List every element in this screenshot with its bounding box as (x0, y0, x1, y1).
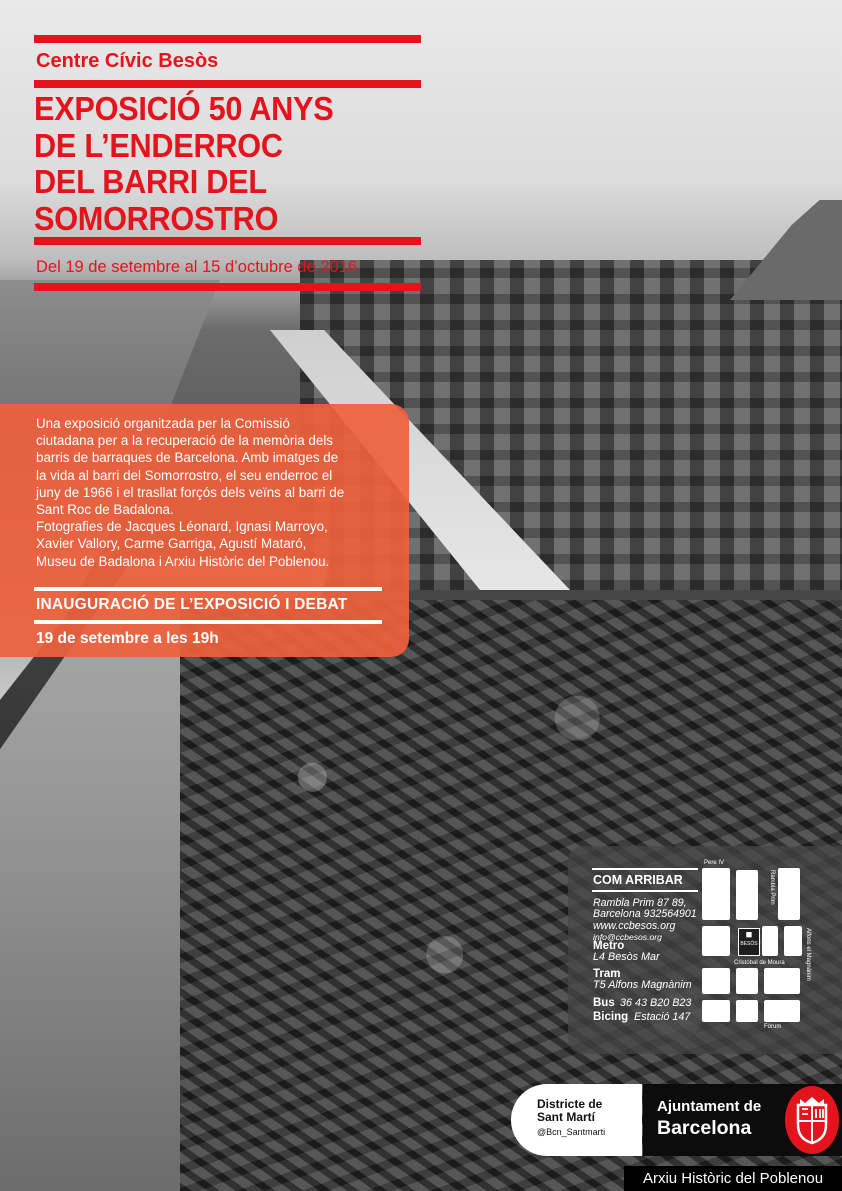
map-block (784, 926, 802, 956)
building-icon: ■ (745, 929, 753, 941)
metro-label: Metro (593, 940, 625, 952)
map-block (778, 868, 800, 920)
map-block (702, 1000, 730, 1022)
district-handle: @Bcn_Santmarti (537, 1127, 606, 1137)
website-link[interactable]: www.ccbesos.org (593, 919, 676, 932)
exhibition-dates: Del 19 de setembre al 15 d’octubre de 2016 (36, 258, 358, 276)
description-line: ciutadana per a la recuperació de la memòria dels (36, 433, 333, 449)
email-link[interactable]: info@ccbesos.org (593, 932, 662, 943)
map-venue-marker (738, 928, 760, 956)
map-block (736, 870, 758, 920)
info-box (0, 404, 409, 657)
bus-value: 36 43 B20 B23 (620, 997, 692, 1009)
info-rule-top (34, 587, 382, 591)
district-name (537, 1098, 602, 1124)
directions-panel (568, 846, 842, 1054)
event-time: 19 de setembre a les 19h (36, 630, 219, 647)
map-street-alfons: Alfons el Magnànim (805, 928, 811, 981)
photo-credit: Arxiu Històric del Poblenou (624, 1166, 842, 1191)
description-line: Museu de Badalona i Arxiu Històric del Poblenou. (36, 553, 330, 569)
directions-rule-top (592, 868, 698, 870)
title-line: SOMORROSTRO (34, 199, 279, 237)
map-street-cristobal: Cristóbal de Moura (734, 960, 785, 966)
bus-label: Bus (593, 997, 615, 1009)
tram-label: Tram (593, 968, 621, 980)
map-block (702, 926, 730, 956)
description-line: Fotografies de Jacques Léonard, Ignasi Marroyo, (36, 519, 328, 535)
map-block (762, 926, 778, 956)
title-line: DE L’ENDERROC (34, 126, 283, 164)
city-council-logo (643, 1084, 842, 1156)
exhibition-description (36, 415, 382, 570)
exhibition-title (34, 91, 406, 237)
bicing-value: Estació 147 (634, 1011, 691, 1023)
venue-name: Centre Cívic Besòs (36, 50, 219, 72)
metro-value: L4 Besòs Mar (593, 951, 660, 963)
district-line: Districte de (537, 1097, 603, 1111)
description-line: Una exposició organitzada per la Comissió (36, 416, 290, 431)
description-line: barris de barraques de Barcelona. Amb imatges de (36, 450, 339, 466)
photo-mountain (730, 200, 842, 300)
description-line: la vida al barri del Somorrostro, el seu enderroc el (36, 467, 333, 483)
district-line: Sant Martí (537, 1110, 596, 1124)
header-rule-middle (34, 80, 421, 88)
description-line: Sant Roc de Badalona. (36, 502, 174, 518)
district-logo (511, 1084, 642, 1156)
map-center-label: BESÒS (740, 941, 758, 947)
directions-heading: COM ARRIBAR (593, 873, 683, 887)
map-street-pere-iv: Pere IV (704, 860, 725, 866)
map-block (764, 968, 800, 994)
event-title: INAUGURACIÓ DE L’EXPOSICIÓ I DEBAT (36, 596, 348, 613)
map-block (736, 1000, 758, 1022)
info-rule-bottom (34, 620, 382, 624)
map-block (736, 968, 758, 994)
description-line: juny de 1966 i el trasllat forçós dels veïns al barri de (36, 484, 345, 500)
header-rule-top (34, 35, 421, 43)
map-block (702, 968, 730, 994)
title-line: EXPOSICIÓ 50 ANYS (34, 90, 334, 127)
city-line-2: Barcelona (657, 1117, 752, 1139)
map-block (764, 1000, 800, 1022)
map-street-rambla-prim: Rambla Prim (769, 870, 775, 905)
header-rule-lower (34, 237, 421, 245)
location-map (700, 860, 826, 1046)
map-block (702, 868, 730, 920)
city-line-1: Ajuntament de (657, 1098, 762, 1115)
address-line: Rambla Prim 87 89, (593, 897, 687, 909)
tram-value: T5 Alfons Magnànim (593, 979, 692, 991)
title-line: DEL BARRI DEL (34, 163, 267, 200)
description-line: Xavier Vallory, Carme Garriga, Agustí Mataró, (36, 536, 307, 552)
address (593, 898, 697, 944)
bicing-label: Bicing (593, 1011, 629, 1023)
address-line: Barcelona 932564901 (593, 908, 697, 921)
barcelona-crest-icon (785, 1086, 839, 1154)
map-street-forum: Fòrum (764, 1024, 782, 1030)
directions-rule-bottom (592, 890, 698, 892)
header-rule-bottom (34, 283, 421, 291)
